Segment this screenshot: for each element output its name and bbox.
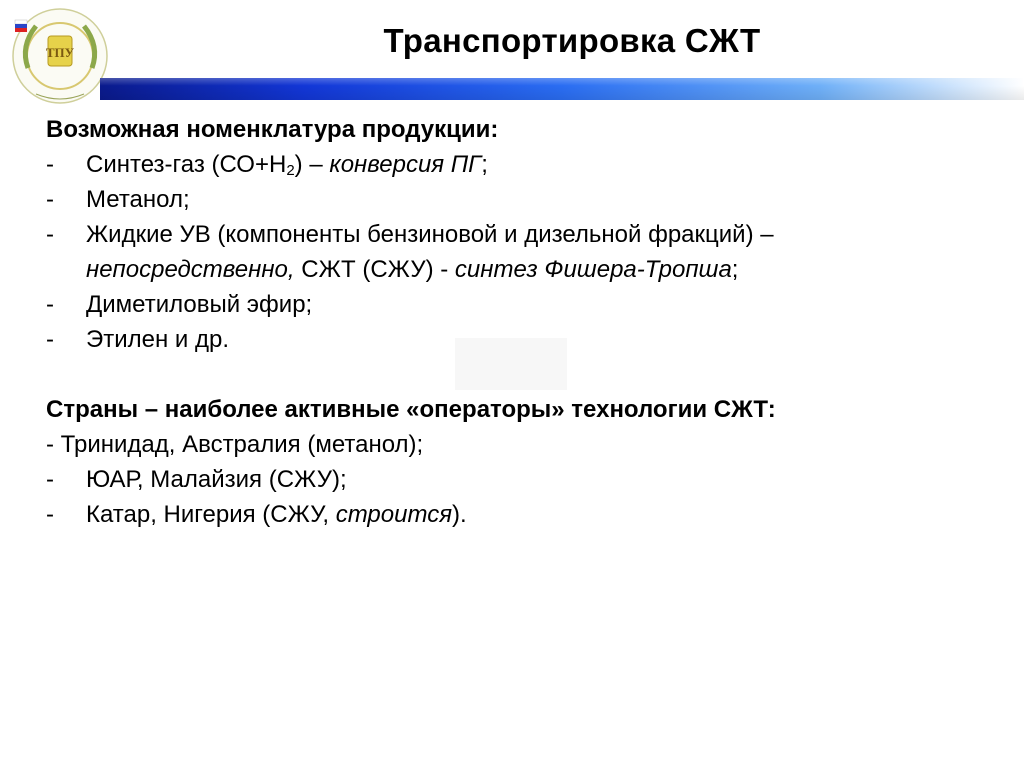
italic-segment: строится (335, 501, 453, 528)
list-item (46, 322, 986, 357)
text-segment: ; (481, 151, 488, 178)
list-dash: - (46, 326, 54, 353)
text-segment: ). (452, 501, 467, 528)
list-item (46, 147, 986, 182)
list-item-text (86, 217, 774, 287)
text-segment: Катар, Нигерия (СЖУ, (86, 501, 336, 528)
list-dash: - (46, 221, 54, 248)
list-dash: - (46, 151, 54, 178)
section-heading-products: Возможная номенклатура продукции: (46, 116, 499, 143)
text-segment: ) – (294, 151, 330, 178)
text-segment: Жидкие УВ (компоненты бензиновой и дизельной фракций) – (86, 221, 774, 248)
italic-segment: конверсия ПГ (329, 151, 482, 178)
list-dash: - (46, 186, 54, 213)
slide-title: Транспортировка СЖТ (383, 22, 761, 59)
list-dash: - (46, 466, 54, 493)
list-dash: - (46, 501, 54, 528)
subscript: 2 (286, 162, 295, 179)
section-heading-countries: Страны – наиболее активные «операторы» технологии СЖТ: (46, 396, 776, 423)
list-item-text: Метанол; (86, 186, 190, 213)
list-item-text: - Тринидад, Австралия (метанол); (46, 431, 424, 458)
spacer (46, 357, 986, 392)
list-item-text: Этилен и др. (86, 326, 230, 353)
text-segment: Синтез-газ (СО+Н (86, 151, 287, 178)
text-segment: СЖТ (СЖУ) - (294, 256, 455, 283)
list-item-text (86, 497, 467, 532)
list-item (46, 497, 986, 532)
list-item-text: Диметиловый эфир; (86, 291, 313, 318)
list-item-text (86, 147, 488, 182)
list-item (46, 217, 986, 287)
slide-body (46, 112, 986, 532)
italic-segment: непосредственно, (86, 256, 295, 283)
text-segment: ; (731, 256, 739, 283)
list-item (46, 287, 986, 322)
list-dash: - (46, 291, 54, 318)
italic-segment: синтез Фишера-Тропша (454, 256, 732, 283)
logo-emblem-text: ТПУ (45, 45, 75, 60)
list-item-text: ЮАР, Малайзия (СЖУ); (86, 466, 347, 493)
list-item (46, 462, 986, 497)
list-item (46, 182, 986, 217)
title-bar-shading (100, 78, 1024, 100)
